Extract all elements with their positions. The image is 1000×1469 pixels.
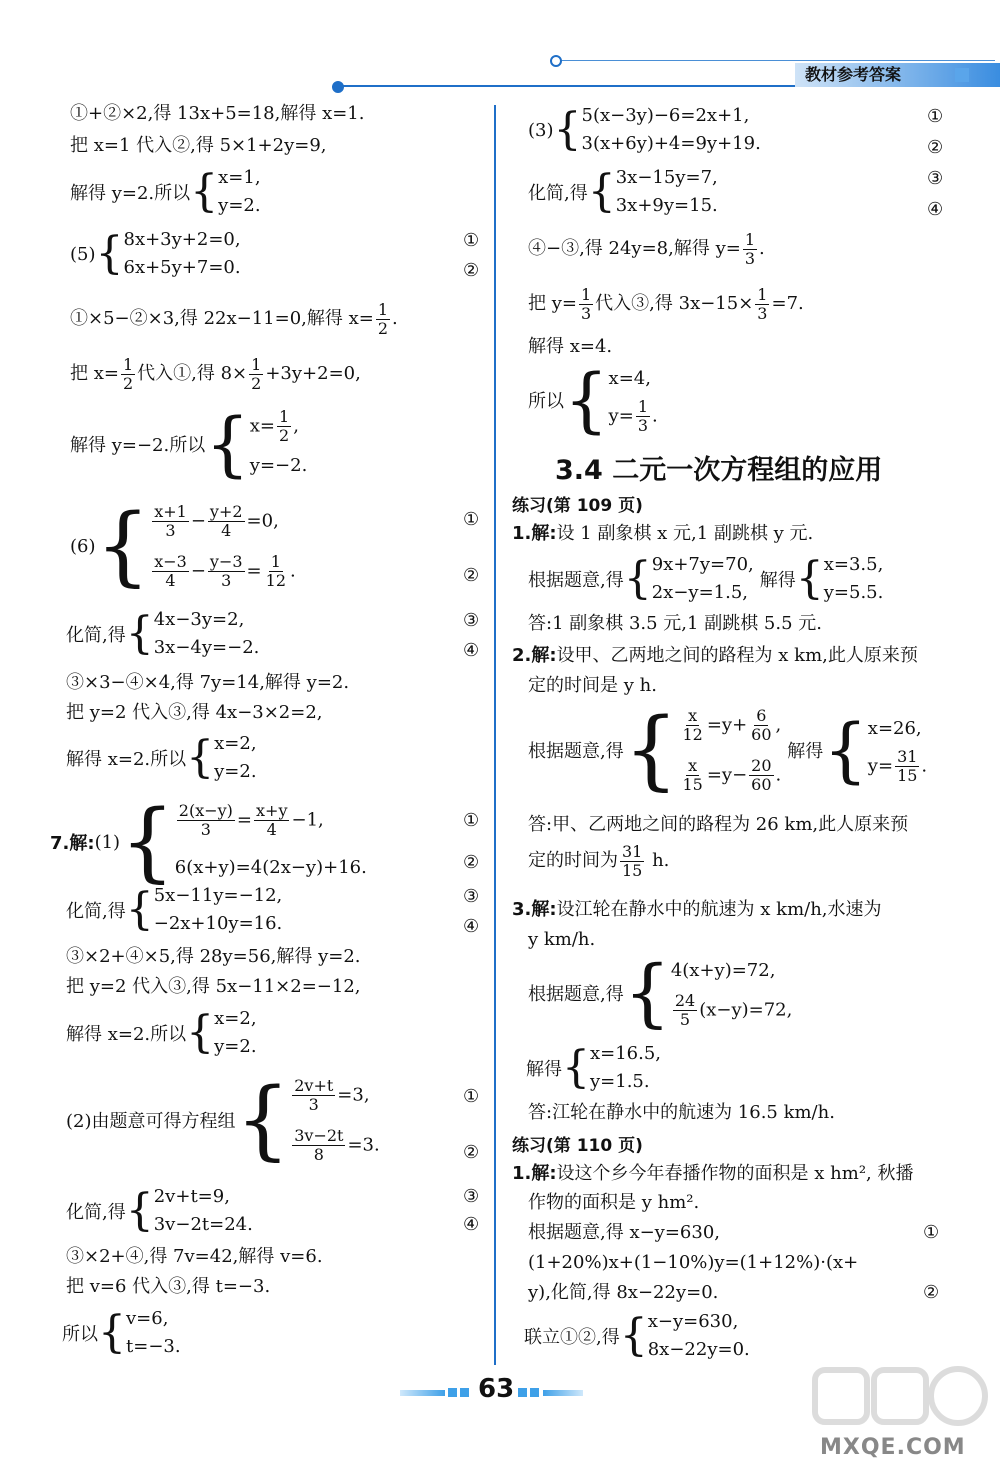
- footer-square: [448, 1388, 457, 1397]
- answer-line: 答:甲、乙两地之间的路程为 26 km,此人原来预: [528, 814, 909, 835]
- circled-number: ④: [927, 199, 944, 220]
- equation-row: x= $\frac{1}{2}$ ,: [249, 406, 299, 445]
- brace: {: [623, 950, 671, 1036]
- circled-number: ②: [463, 852, 480, 873]
- circled-number: ①: [463, 810, 480, 831]
- brace: {: [95, 228, 124, 279]
- text-line: 根据题意,得 x−y=630,: [528, 1222, 721, 1243]
- equation-row: y=5.5.: [823, 582, 884, 603]
- answer-line: 答:江轮在静水中的航速为 16.5 km/h.: [528, 1102, 835, 1123]
- text-line: 作物的面积是 y hm².: [528, 1192, 700, 1213]
- circled-number: ②: [923, 1282, 940, 1303]
- text-line: 把 x= $\frac{1}{2}$ 代入①,得 8× $\frac{1}{2}$ +3y+2=0,: [70, 354, 361, 393]
- brace: {: [125, 884, 154, 935]
- solution-system: 解得 { x=16.5, y=1.5.: [526, 1040, 661, 1096]
- brace: {: [564, 359, 609, 441]
- equation-row: 6x+5y+7=0.: [123, 257, 241, 278]
- text-line: ③×2+④,得 7v=42,解得 v=6.: [66, 1246, 323, 1267]
- fraction: $\frac{1}{2}$: [122, 354, 134, 393]
- equation-row: $\frac{24}{5}$ (x−y)=72,: [674, 991, 793, 1030]
- equation-system: [70, 496, 296, 596]
- equation-row: x=4,: [608, 367, 651, 389]
- text-line: 把 v=6 代入③,得 t=−3.: [66, 1276, 271, 1297]
- equation-system: 根据题意,得 { 4(x+y)=72, $\frac{24}{5}$ (x−y)=72,: [528, 950, 793, 1036]
- text-line: 1.解:设这个乡今年春播作物的面积是 x hm², 秋播: [512, 1163, 914, 1184]
- circled-number: ②: [927, 137, 944, 158]
- equation-row: x=16.5,: [590, 1043, 662, 1064]
- equation-row: x=2,: [214, 733, 257, 754]
- brace: {: [95, 496, 151, 596]
- equation-system: (3) { 5(x−3y)−6=2x+1, 3(x+6y)+4=9y+19.: [528, 102, 761, 158]
- equation-system: 7.解: (1) { $\frac{2(x-y)}{3}$ = $\frac{x+y}{4}$ −1, 6(x+y)=4(2x−y)+16.: [50, 792, 367, 892]
- text-line: 解得 x=4.: [528, 336, 613, 357]
- brace: {: [823, 709, 868, 791]
- solution-system: 所以 { x=4, y= $\frac{1}{3}$ .: [528, 359, 658, 441]
- circled-number: ①: [463, 230, 480, 251]
- solution-system: 解得 x=2.所以 { x=2, y=2.: [66, 730, 257, 786]
- equation-row: y=1.5.: [590, 1071, 650, 1092]
- exercise-heading: 练习(第 109 页): [512, 496, 643, 516]
- text-prefix: 解得 y=2.所以: [70, 183, 191, 204]
- question-label: 1.解:: [512, 523, 557, 544]
- equation-row: 5x−11y=−12,: [153, 885, 283, 906]
- text-line: 把 y=2 代入③,得 5x−11×2=−12,: [66, 976, 361, 997]
- equation-row: y=2.: [214, 1036, 257, 1057]
- equation-row: $\frac{x}{12}$ =y+ $\frac{6}{60}$ ,: [682, 705, 782, 744]
- equation-system: 根据题意,得 { 9x+7y=70, 2x−y=1.5, 解得 { x=3.5, y=5.5.: [528, 551, 883, 607]
- equation-row: 6(x+y)=4(2x−y)+16.: [174, 857, 367, 879]
- circled-number: ④: [463, 1214, 480, 1235]
- brace: {: [125, 608, 154, 659]
- equation-row: x=1,: [218, 167, 261, 188]
- solution-system: 所以 { v=6, t=−3.: [62, 1305, 181, 1361]
- circled-number: ③: [463, 1186, 480, 1207]
- equation-row: 3x+9y=15.: [615, 195, 718, 216]
- problem-label: (5): [70, 243, 96, 265]
- equation-row: $\frac{2v+t}{3}$ =3,: [294, 1075, 370, 1114]
- equation-row: x=26,: [867, 717, 922, 739]
- brace: {: [186, 1007, 215, 1058]
- equation-row: y=2.: [214, 761, 257, 782]
- equation-row: $\frac{3v-2t}{8}$ =3.: [294, 1125, 380, 1164]
- equation-row: y=2.: [218, 195, 261, 216]
- problem-label: (6): [70, 535, 96, 557]
- equation-row: 8x−22y=0.: [647, 1339, 750, 1360]
- circled-number: ④: [463, 640, 480, 661]
- text-line: ③×2+④×5,得 28y=56,解得 y=2.: [66, 946, 361, 967]
- equation-row: $\frac{x}{15}$ =y− $\frac{20}{60}$ .: [682, 755, 782, 794]
- brace: {: [623, 700, 679, 800]
- equation-row: 5(x−3y)−6=2x+1,: [581, 105, 750, 126]
- equation-row: t=−3.: [126, 1336, 181, 1357]
- equation-row: 2x−y=1.5,: [651, 582, 749, 603]
- brace: {: [125, 1185, 154, 1236]
- text-line: 定的时间是 y h.: [528, 675, 657, 696]
- header-rule: [335, 85, 795, 87]
- circled-number: ②: [463, 260, 480, 281]
- equation-row: x=2,: [214, 1008, 257, 1029]
- equation-system: 化简,得 { 2v+t=9, 3v−2t=24.: [66, 1183, 253, 1239]
- equation-row: $\frac{2(x-y)}{3}$ = $\frac{x+y}{4}$ −1,: [178, 800, 324, 839]
- section-title: 3.4 二元一次方程组的应用: [555, 455, 883, 486]
- question-label: 1.解:: [512, 1163, 557, 1184]
- equation-row: x−y=630,: [647, 1311, 739, 1332]
- answer-line: 答:1 副象棋 3.5 元,1 副跳棋 5.5 元.: [528, 613, 822, 634]
- text-line: 3.解:设江轮在静水中的航速为 x km/h,水速为: [512, 899, 882, 920]
- equation-row: 8x+3y+2=0,: [123, 229, 241, 250]
- text-line: 1.解:设 1 副象棋 x 元,1 副跳棋 y 元.: [512, 523, 814, 544]
- equation-row: −2x+10y=16.: [153, 913, 283, 934]
- equation-system: 根据题意,得 { $\frac{x}{12}$ =y+ $\frac{6}{60}$ , $\frac{x}{15}$ =y− $\frac{20}{60}$ . 解得 { x=26, y= $\frac{31}{15}$ .: [528, 700, 928, 800]
- brace: {: [623, 553, 652, 604]
- equation-row: 3(x+6y)+4=9y+19.: [581, 133, 761, 154]
- brace: {: [587, 166, 616, 217]
- text-line: 把 y= $\frac{1}{3}$ 代入③,得 3x−15× $\frac{1}{3}$ =7.: [528, 284, 804, 323]
- footer-square: [460, 1388, 469, 1397]
- text-line: (1+20%)x+(1−10%)y=(1+12%)·(x+: [528, 1252, 859, 1273]
- circled-number: ④: [463, 916, 480, 937]
- circled-number: ③: [463, 886, 480, 907]
- text-line: ①×5−②×3,得 22x−11=0,解得 x= $\frac{1}{2}$ .: [70, 299, 398, 338]
- text-prefix: 解得 y=−2.所以: [70, 435, 206, 456]
- circled-number: ①: [463, 509, 480, 530]
- brace: {: [186, 732, 215, 783]
- answer-line: 定的时间为 $\frac{31}{15}$ h.: [528, 841, 670, 880]
- equation-system: 化简,得 { 4x−3y=2, 3x−4y=−2.: [66, 606, 259, 662]
- footer-square: [518, 1388, 527, 1397]
- circled-number: ①: [927, 106, 944, 127]
- circled-number: ②: [463, 565, 480, 586]
- circled-number: ①: [923, 1222, 940, 1243]
- page-number: 63: [478, 1374, 515, 1404]
- equation-row: 4(x+y)=72,: [670, 959, 776, 981]
- brace: {: [120, 792, 175, 892]
- fraction: $\frac{1}{2}$: [377, 299, 389, 338]
- circled-number: ②: [463, 1142, 480, 1163]
- brace: {: [98, 1307, 126, 1358]
- text-line: 2.解:设甲、乙两地之间的路程为 x km,此人原来预: [512, 645, 918, 666]
- column-divider: [494, 105, 496, 1365]
- solution-system: [70, 164, 261, 220]
- brace: {: [190, 166, 219, 217]
- equation-row: x=3.5,: [823, 554, 884, 575]
- text-line: y),化简,得 8x−22y=0.: [528, 1282, 719, 1303]
- solution-system: 解得 x=2.所以 { x=2, y=2.: [66, 1005, 257, 1061]
- solution-system: [70, 404, 307, 484]
- text-line: 把 y=2 代入③,得 4x−3×2=2,: [66, 702, 323, 723]
- brace: {: [795, 553, 824, 604]
- fraction: $\frac{1}{2}$: [279, 406, 290, 445]
- equation-row: y= $\frac{1}{3}$ .: [608, 397, 658, 436]
- brace: {: [619, 1310, 648, 1361]
- equation-system: [70, 226, 241, 282]
- exercise-heading: 练习(第 110 页): [512, 1136, 643, 1156]
- equation-row: $\frac{x-3}{4}$ − $\frac{y-3}{3}$ = $\frac{1}{12}$ .: [154, 551, 296, 590]
- watermark-text: MXQE.COM: [820, 1435, 966, 1460]
- header-rule-top: [555, 60, 995, 61]
- header-title: 教材参考答案: [805, 65, 902, 84]
- equation-row: 2v+t=9,: [153, 1186, 230, 1207]
- circled-number: ①: [463, 1086, 480, 1107]
- equation-system: 化简,得 { 3x−15y=7, 3x+9y=15.: [528, 164, 718, 220]
- equation-row: v=6,: [126, 1308, 169, 1329]
- equation-system: 联立①②,得 { x−y=630, 8x−22y=0.: [524, 1308, 750, 1364]
- equation-row: 9x+7y=70,: [651, 554, 754, 575]
- equation-row: y=−2.: [249, 455, 308, 477]
- question-label: 3.解:: [512, 899, 557, 920]
- equation-row: $\frac{x+1}{3}$ − $\frac{y+2}{4}$ =0,: [154, 501, 279, 540]
- text-line: ①+②×2,得 13x+5=18,解得 x=1.: [70, 103, 365, 124]
- footer-square: [530, 1388, 539, 1397]
- header-square: [955, 68, 969, 82]
- header-dot-left: [332, 81, 344, 93]
- text-line: y km/h.: [528, 929, 596, 950]
- brace: {: [235, 1070, 291, 1170]
- text-line: ④−③,得 24y=8,解得 y= $\frac{1}{3}$ .: [528, 229, 765, 268]
- equation-system: (2)由题意可得方程组 { $\frac{2v+t}{3}$ =3, $\frac{3v-2t}{8}$ =3.: [66, 1070, 380, 1170]
- equation-row: 3x−15y=7,: [615, 167, 718, 188]
- equation-row: 3x−4y=−2.: [153, 637, 260, 658]
- text-line: ③×3−④×4,得 7y=14,解得 y=2.: [66, 672, 350, 693]
- equation-system: 化简,得 { 5x−11y=−12, −2x+10y=16.: [66, 882, 282, 938]
- equation-row: 3v−2t=24.: [153, 1214, 253, 1235]
- footer-dash-right: [543, 1390, 583, 1396]
- header-dot: [550, 55, 562, 67]
- fraction: $\frac{1}{2}$: [251, 354, 262, 393]
- equation-row: y= $\frac{31}{15}$ .: [867, 747, 928, 786]
- brace: {: [553, 104, 582, 155]
- footer-dash-left: [400, 1390, 445, 1396]
- circled-number: ③: [463, 610, 480, 631]
- equation-row: 4x−3y=2,: [153, 609, 245, 630]
- question-label: 2.解:: [512, 645, 557, 666]
- brace: {: [205, 403, 250, 485]
- text-line: 把 x=1 代入②,得 5×1+2y=9,: [70, 135, 327, 156]
- brace: {: [562, 1042, 590, 1093]
- circled-number: ③: [927, 168, 944, 189]
- question-label: 7.解:: [50, 833, 95, 854]
